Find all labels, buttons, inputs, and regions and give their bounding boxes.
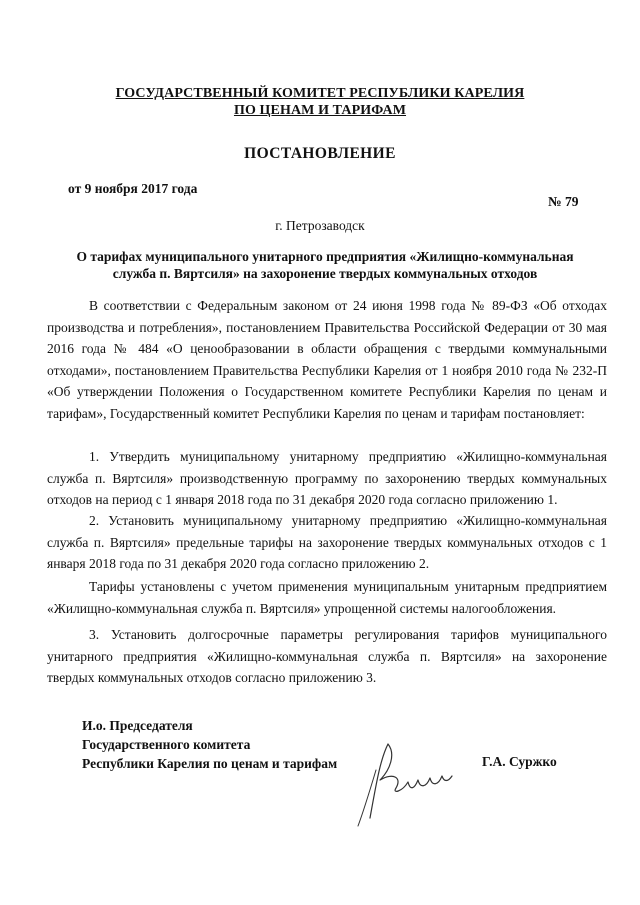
signatory-title-line2: Государственного комитета xyxy=(82,737,251,752)
paragraph-text: 2. Установить муниципальному унитарному предприятию «Жилищно-коммунальная служба п. Вяртсиля» предельные тарифы на захоронение твердых коммунальных отходов с 1 января 2018 года по 31 декабря 2020 года согласно приложению 2. xyxy=(47,513,607,571)
document-title: ПОСТАНОВЛЕНИЕ xyxy=(244,145,396,162)
issuer-name-line1: ГОСУДАРСТВЕННЫЙ КОМИТЕТ РЕСПУБЛИКИ КАРЕЛИЯ xyxy=(115,86,525,101)
body-paragraph-preamble xyxy=(47,295,607,424)
body-paragraph-tax-note xyxy=(47,576,607,619)
body-paragraph-item-3 xyxy=(47,624,607,689)
body-paragraph-item-1 xyxy=(47,446,607,511)
document-date: от 9 ноября 2017 года xyxy=(68,181,198,196)
paragraph-text: 1. Утвердить муниципальному унитарному предприятию «Жилищно-коммунальная служба п. Вяртсиля» производственную программу по захоронению твердых коммунальных отходов на период с 1 января 2018 года по 31 декабря 2020 года согласно приложению 1. xyxy=(47,449,607,507)
signatory-title-line1: И.о. Председателя xyxy=(82,718,193,733)
signatory-name: Г.А. Суржко xyxy=(482,754,557,769)
document-number: № 79 xyxy=(548,194,579,209)
document-city: г. Петрозаводск xyxy=(275,218,365,233)
paragraph-text: Тарифы установлены с учетом применения муниципальным унитарным предприятием «Жилищно-коммунальная служба п. Вяртсиля» упрощенной системы налогообложения. xyxy=(47,579,607,616)
paragraph-text: 3. Установить долгосрочные параметры регулирования тарифов муниципального унитарного предприятия «Жилищно-коммунальная служба п. Вяртсиля» на захоронение твердых коммунальных отходов согласно приложению 3. xyxy=(47,627,607,685)
document-subject: О тарифах муниципального унитарного предприятия «Жилищно-коммунальная служба п. Вяртсиля» на захоронение твердых коммунальных отходов xyxy=(76,249,574,281)
handwritten-signature xyxy=(350,730,460,830)
issuer-name-line2: ПО ЦЕНАМ И ТАРИФАМ xyxy=(233,103,407,118)
paragraph-text: В соответствии с Федеральным законом от 24 июня 1998 года № 89-ФЗ «Об отходах производства и потребления», постановлением Правительства Российской Федерации от 30 мая 2016 года № 484 «О ценообразовании в области обращения с твердыми коммунальными отходами», постановлением Правительства Республики Карелия от 1 ноября 2010 года № 232-П «Об утверждении Положения о Государственном комитете Республики Карелия по ценам и тарифам», Государственный комитет Республики Карелия по ценам и тарифам постановляет: xyxy=(47,298,607,421)
signatory-title xyxy=(82,716,337,773)
body-paragraph-item-2 xyxy=(47,510,607,575)
signatory-title-line3: Республики Карелия по ценам и тарифам xyxy=(82,756,338,771)
